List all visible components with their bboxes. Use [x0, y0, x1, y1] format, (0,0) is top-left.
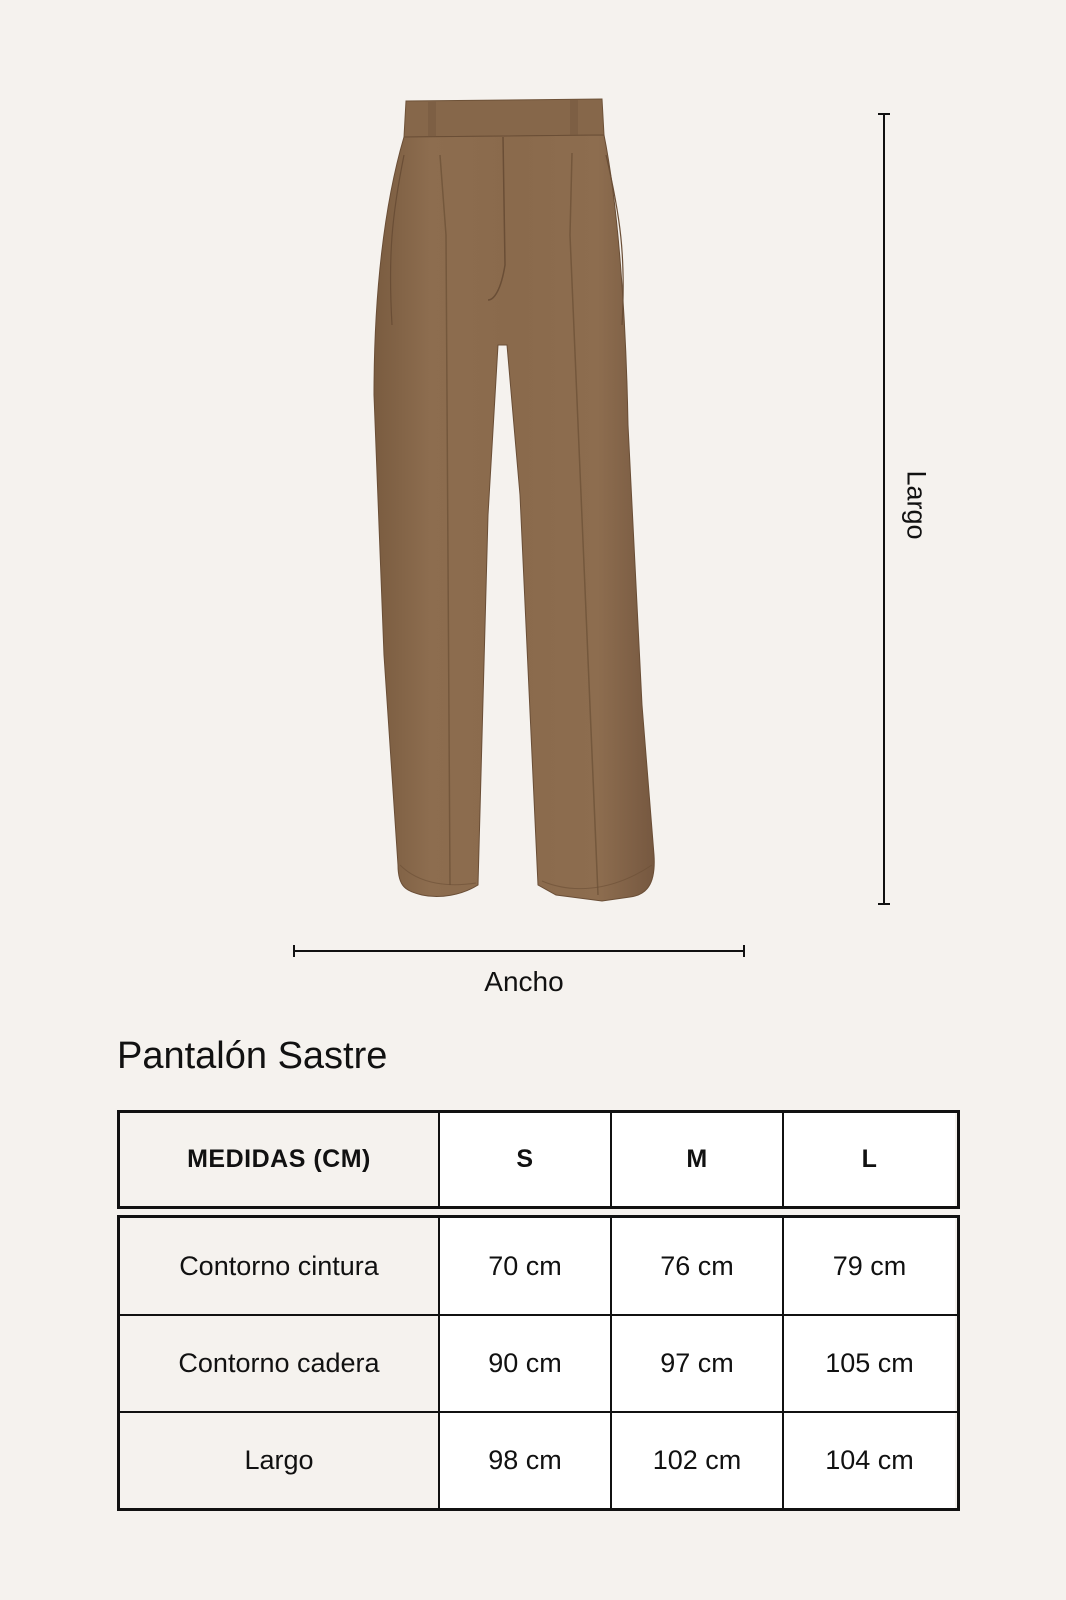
width-dimension-line [293, 945, 745, 957]
width-dimension-cap-right [743, 945, 745, 957]
cell-hip-s: 90 cm [440, 1316, 612, 1411]
trousers-icon [370, 95, 670, 905]
row-label-waist: Contorno cintura [120, 1218, 440, 1314]
cell-hip-m: 97 cm [612, 1316, 784, 1411]
table-row [117, 1314, 960, 1411]
header-size-l: L [784, 1113, 955, 1206]
header-size-m: M [612, 1113, 784, 1206]
row-label-hip: Contorno cadera [120, 1316, 440, 1411]
size-chart-table [117, 1110, 960, 1511]
length-label: Largo [901, 470, 932, 540]
table-row [117, 1215, 960, 1314]
length-dimension-cap-bottom [878, 903, 890, 905]
cell-length-s: 98 cm [440, 1413, 612, 1508]
table-header-row [117, 1110, 960, 1209]
width-label: Ancho [484, 966, 564, 997]
cell-length-l: 104 cm [784, 1413, 955, 1508]
length-dimension-line [874, 113, 894, 905]
trousers-illustration [370, 95, 670, 905]
header-measures-label: MEDIDAS (CM) [120, 1113, 440, 1206]
product-title: Pantalón Sastre [117, 1035, 388, 1077]
cell-waist-l: 79 cm [784, 1218, 955, 1314]
width-dimension-rule [293, 950, 745, 952]
header-size-s: S [440, 1113, 612, 1206]
cell-waist-s: 70 cm [440, 1218, 612, 1314]
length-dimension-rule [883, 113, 885, 905]
cell-length-m: 102 cm [612, 1413, 784, 1508]
row-label-length: Largo [120, 1413, 440, 1508]
cell-hip-l: 105 cm [784, 1316, 955, 1411]
table-row [117, 1411, 960, 1511]
cell-waist-m: 76 cm [612, 1218, 784, 1314]
